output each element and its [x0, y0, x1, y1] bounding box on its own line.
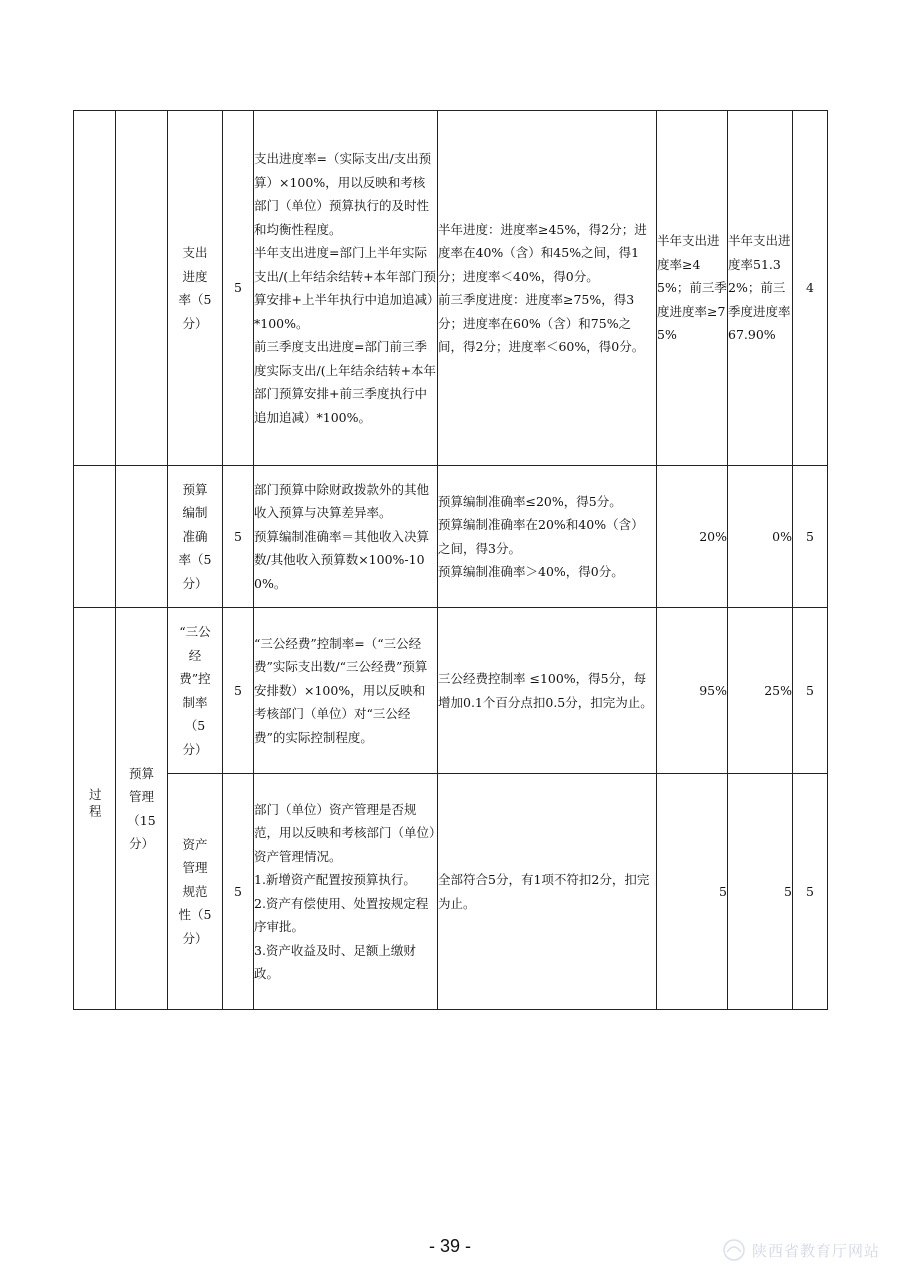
watermark — [722, 1236, 892, 1264]
level3-indicator-cell: “三公经费”控制率（5分） — [168, 608, 223, 774]
indicator-description-cell: 部门（单位）资产管理是否规范，用以反映和考核部门（单位）资产管理情况。 1.新增资产配置按预算执行。 2.资产有偿使用、处置按规定程序审批。 3.资产收益及时、足额上缴财政。 — [254, 774, 438, 1010]
weight-score-cell: 5 — [223, 608, 254, 774]
weight-score-cell: 5 — [223, 774, 254, 1010]
target-value-cell: 5 — [657, 774, 728, 1010]
points-cell: 5 — [793, 774, 828, 1010]
table-row — [74, 774, 828, 1010]
indicator-description-cell: “三公经费”控制率=（“三公经费”实际支出数/“三公经费”预算安排数）×100%，用以反映和考核部门（单位）对“三公经费”的实际控制程度。 — [254, 608, 438, 774]
points-cell: 5 — [793, 466, 828, 608]
level2-cell — [116, 466, 168, 608]
level1-cell: 过程 — [74, 608, 116, 1010]
level1-cell — [74, 466, 116, 608]
actual-value-cell: 25% — [728, 608, 793, 774]
level3-indicator-cell: 资产管理规范性（5分） — [168, 774, 223, 1010]
table-row — [74, 466, 828, 608]
table-row — [74, 608, 828, 774]
target-value-cell: 95% — [657, 608, 728, 774]
watermark-emblem-icon — [722, 1238, 748, 1262]
page-number: - 39 - — [428, 1236, 471, 1256]
table-row — [74, 111, 828, 466]
watermark-text: 陕西省教育厅网站 — [752, 1242, 881, 1260]
scoring-standard-cell: 全部符合5分，有1项不符扣2分，扣完为止。 — [438, 774, 657, 1010]
points-cell: 5 — [793, 608, 828, 774]
actual-value-cell: 5 — [728, 774, 793, 1010]
performance-evaluation-table — [73, 110, 828, 1010]
level3-indicator-cell: 支出进度率（5分） — [168, 111, 223, 466]
scoring-standard-cell: 半年进度：进度率≥45%，得2分；进度率在40%（含）和45%之间，得1分；进度率＜40%，得0分。 前三季度进度：进度率≥75%，得3分；进度率在60%（含）和75%之间，得2分；进度率＜60%，得0分。 — [438, 111, 657, 466]
actual-value-cell: 半年支出进度率51.32%；前三季度进度率67.90% — [728, 111, 793, 466]
level2-cell: 预算管理（15分） — [116, 608, 168, 1010]
actual-value-cell: 0% — [728, 466, 793, 608]
indicator-description-cell: 部门预算中除财政拨款外的其他收入预算与决算差异率。 预算编制准确率＝其他收入决算数/其他收入预算数×100%-100%。 — [254, 466, 438, 608]
level1-cell — [74, 111, 116, 466]
points-cell: 4 — [793, 111, 828, 466]
weight-score-cell: 5 — [223, 111, 254, 466]
weight-score-cell: 5 — [223, 466, 254, 608]
scoring-standard-cell: 预算编制准确率≤20%，得5分。 预算编制准确率在20%和40%（含）之间，得3分。 预算编制准确率＞40%，得0分。 — [438, 466, 657, 608]
level3-indicator-cell: 预算编制准确率（5分） — [168, 466, 223, 608]
indicator-description-cell: 支出进度率=（实际支出/支出预算）×100%，用以反映和考核部门（单位）预算执行的及时性和均衡性程度。 半年支出进度=部门上半年实际支出/(上年结余结转+本年部门预算安排+上半年执行中追加追减）*100%。 前三季度支出进度=部门前三季度实际支出/(上年结余结转+本年部门预算安排+前三季度执行中追加追减）*100%。 — [254, 111, 438, 466]
scoring-standard-cell: 三公经费控制率 ≤100%，得5分，每增加0.1个百分点扣0.5分，扣完为止。 — [438, 608, 657, 774]
target-value-cell: 半年支出进度率≥45%；前三季度进度率≥75% — [657, 111, 728, 466]
level2-cell — [116, 111, 168, 466]
target-value-cell: 20% — [657, 466, 728, 608]
